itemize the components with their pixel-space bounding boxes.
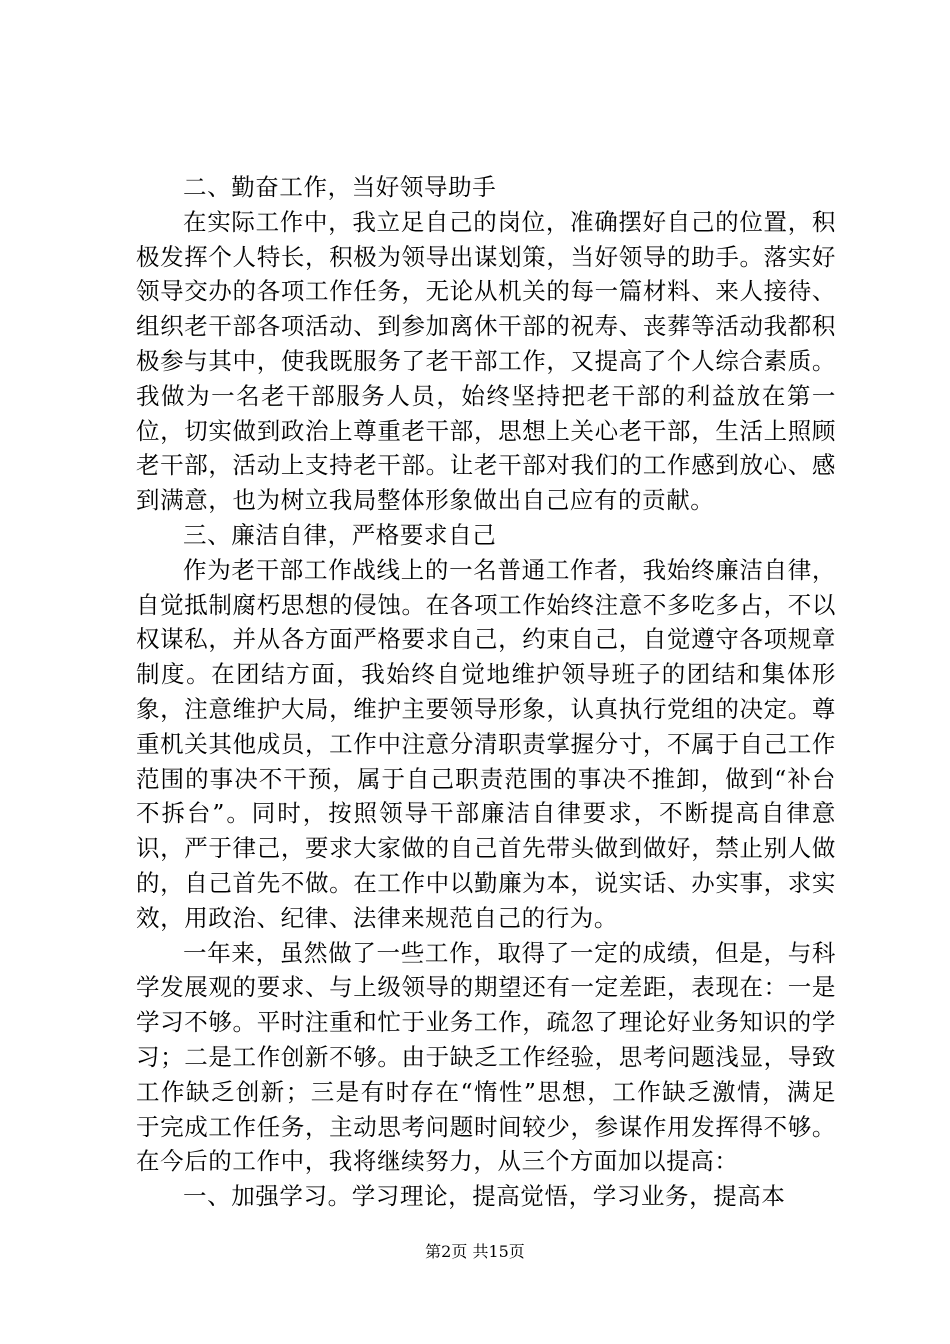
page-number-footer: 第2页 共15页: [425, 1242, 525, 1261]
section-heading-integrity: 三、廉洁自律，严格要求自己: [183, 520, 497, 549]
paragraph-shortcomings: 一年来，虽然做了一些工作，取得了一定的成绩，但是，与科学发展观的要求、与上级领导的期望还有一定差距，表现在：一是学习不够。平时注重和忙于业务工作，疏忽了理论好业务知识的学习；二是工作创新不够。由于缺乏工作经验，思考问题浅显，导致工作缺乏创新；三是有时存在“惰性”思想，工作缺乏激情，满足于完成工作任务，主动思考问题时间较少，参谋作用发挥得不够。在今后的工作中，我将继续努力，从三个方面加以提高：: [136, 938, 836, 1176]
paragraph-actual-work: 在实际工作中，我立足自己的岗位，准确摆好自己的位置，积极发挥个人特长，积极为领导出谋划策，当好领导的助手。落实好领导交办的各项工作任务，无论从机关的每一篇材料、来人接待、组织老干部各项活动、到参加离休干部的祝寿、丧葬等活动我都积极参与其中，使我既服务了老干部工作，又提高了个人综合素质。我做为一名老干部服务人员，始终坚持把老干部的利益放在第一位，切实做到政治上尊重老干部，思想上关心老干部，生活上照顾老干部，活动上支持老干部。让老干部对我们的工作感到放心、感到满意，也为树立我局整体形象做出自己应有的贡献。: [136, 207, 836, 515]
section-heading-diligent-work: 二、勤奋工作，当好领导助手: [183, 173, 497, 201]
document-body: [136, 170, 836, 1214]
paragraph-strengthen-study: 一、加强学习。学习理论，提高觉悟，学习业务，提高本: [183, 1182, 786, 1211]
paragraph-integrity: 作为老干部工作战线上的一名普通工作者，我始终廉洁自律，自觉抵制腐朽思想的侵蚀。在各项工作始终注意不多吃多占，不以权谋私，并从各方面严格要求自己，约束自己，自觉遵守各项规章制度。在团结方面，我始终自觉地维护领导班子的团结和集体形象，注意维护大局，维护主要领导形象，认真执行党组的决定。尊重机关其他成员，工作中注意分清职责掌握分寸，不属于自己工作范围的事决不干预，属于自己职责范围的事决不推卸，做到“补台不拆台”。同时，按照领导干部廉洁自律要求，不断提高自律意识，严于律己，要求大家做的自己首先带头做到做好，禁止别人做的，自己首先不做。在工作中以勤廉为本，说实话、办实事，求实效，用政治、纪律、法律来规范自己的行为。: [136, 555, 836, 932]
